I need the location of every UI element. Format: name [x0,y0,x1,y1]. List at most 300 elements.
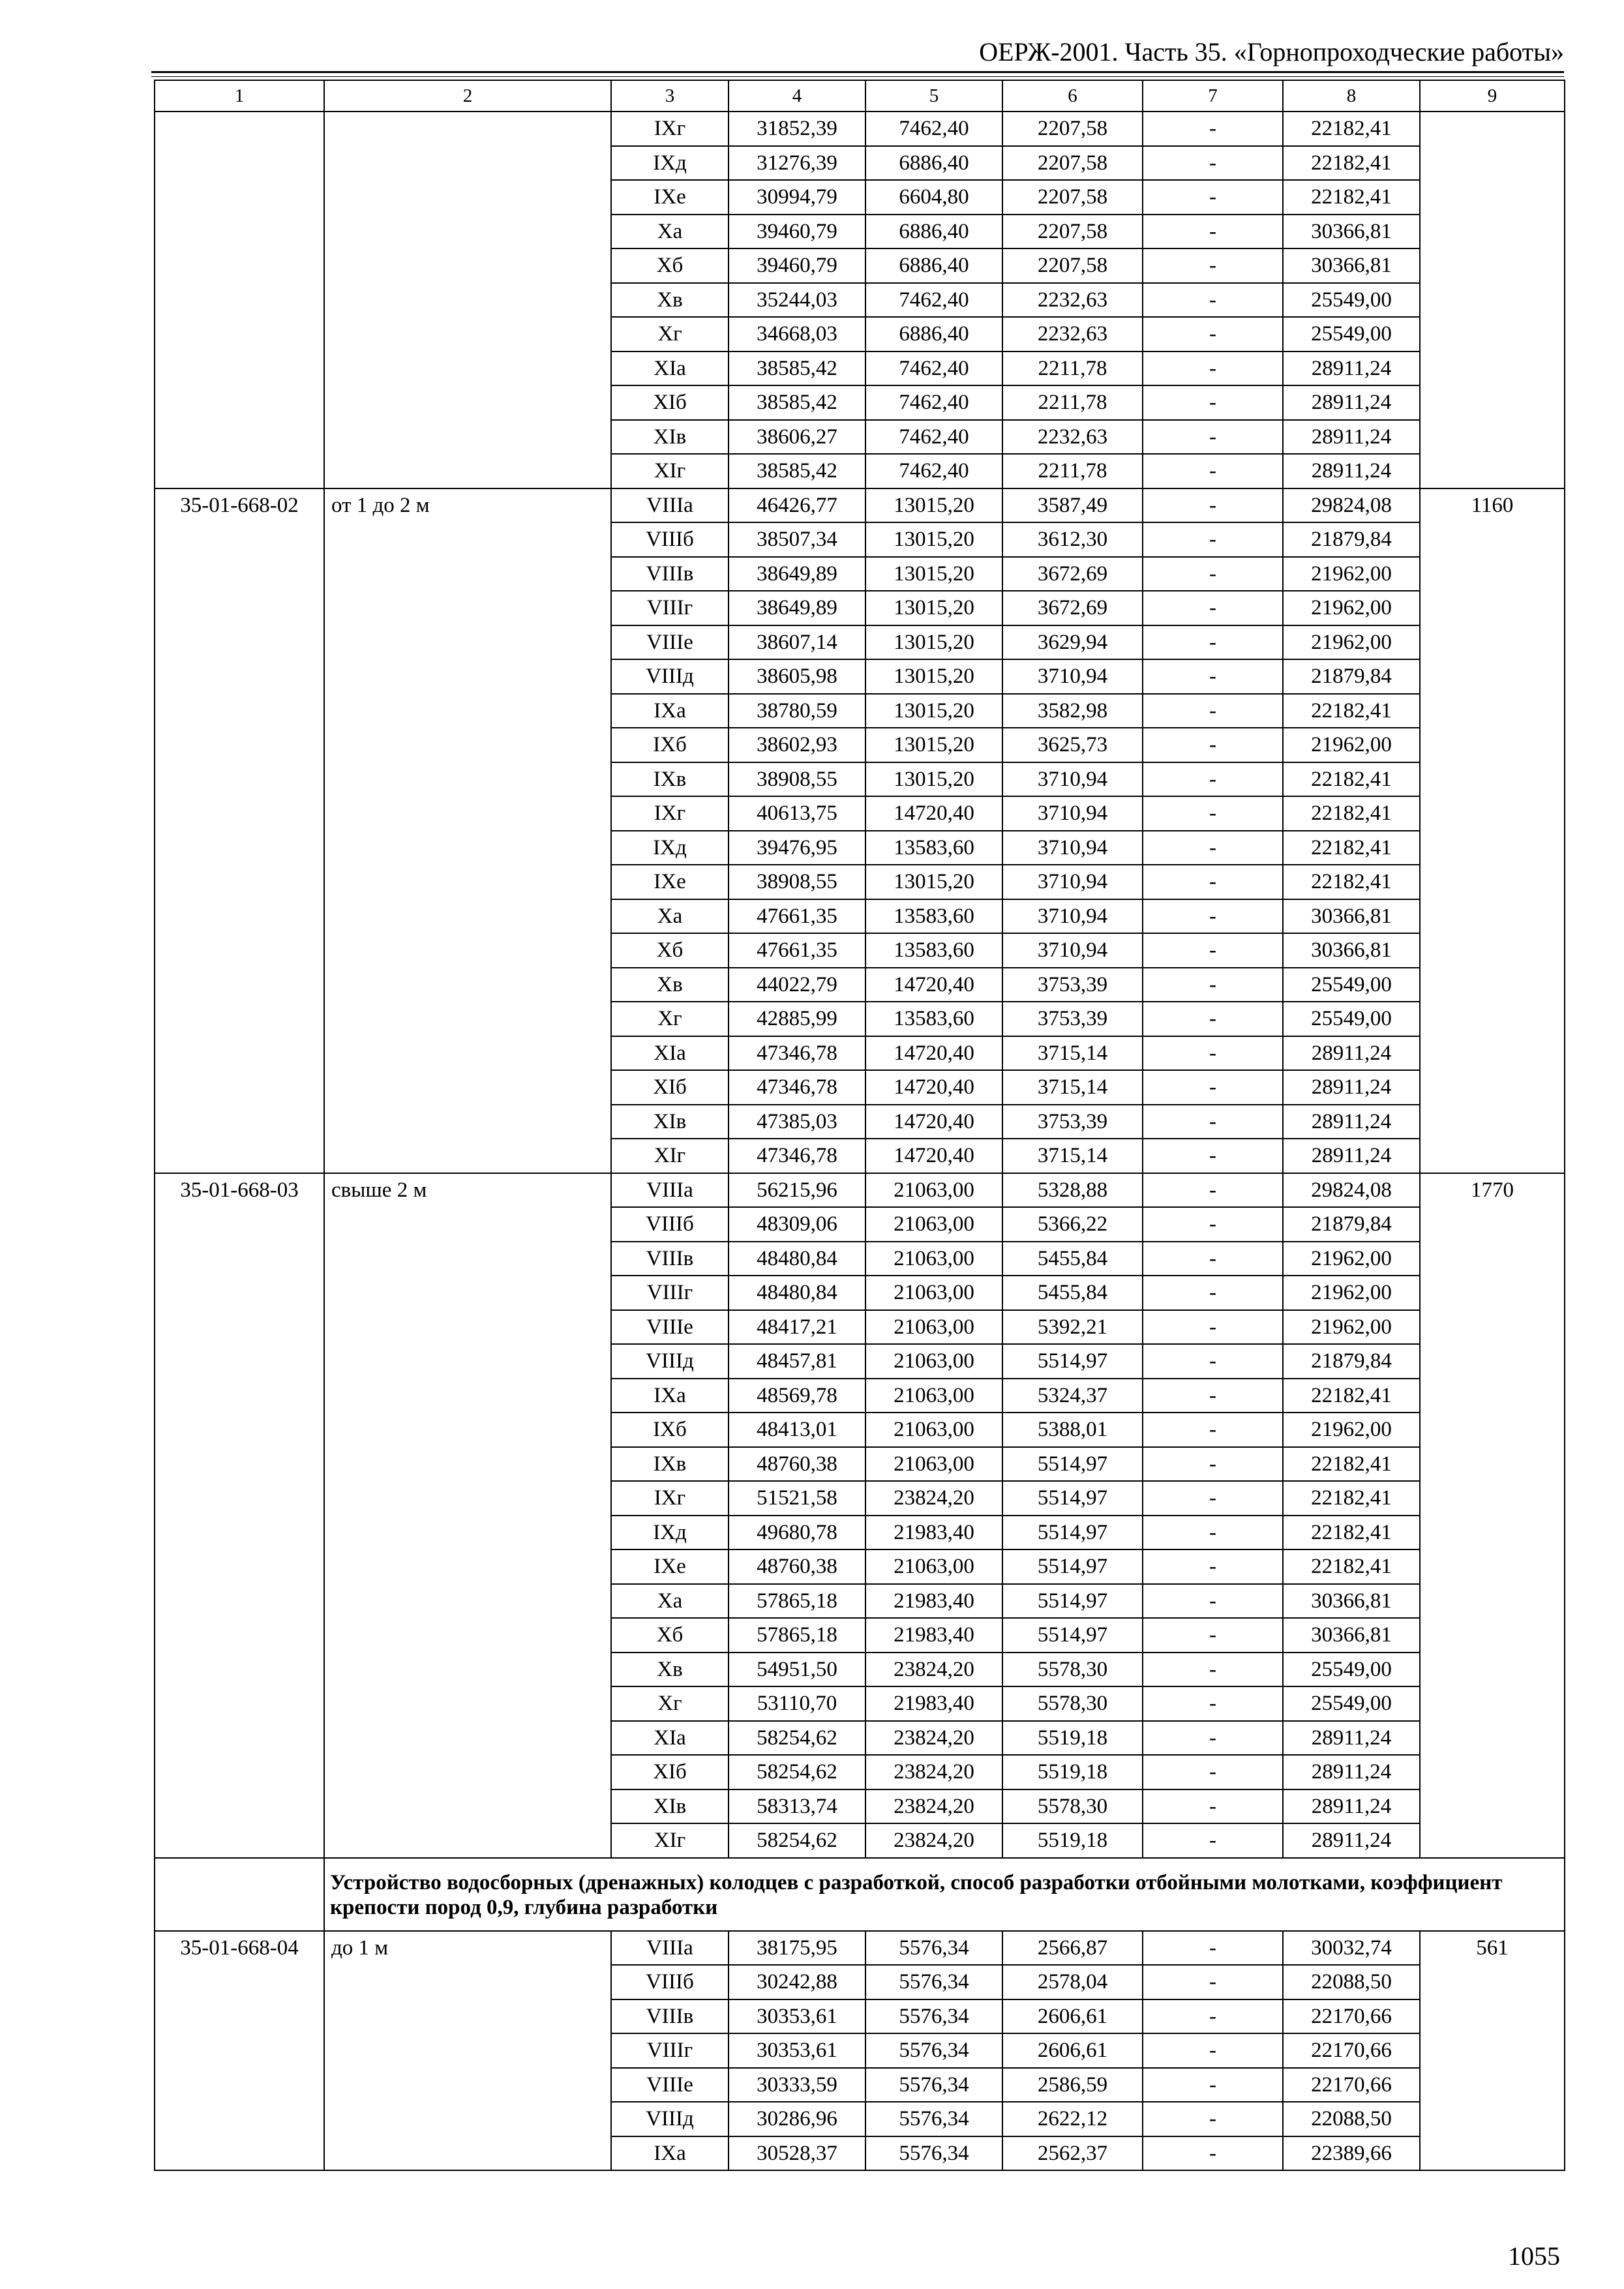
driver-wage-cell: - [1143,1344,1283,1379]
materials-cost-cell: 30366,81 [1283,248,1420,283]
rock-group-cell: Xг [611,1002,729,1036]
rock-group-cell: IXг [611,1481,729,1516]
materials-cost-cell: 22182,41 [1283,694,1420,728]
total-cost-cell: 39476,95 [729,831,865,865]
total-cost-cell: 51521,58 [729,1481,865,1516]
machine-cost-cell: 3710,94 [1002,762,1143,797]
driver-wage-cell: - [1143,1686,1283,1721]
rock-group-cell: VIIIе [611,625,729,660]
machine-cost-cell: 2211,78 [1002,385,1143,420]
work-description-cell: до 1 м [324,1931,611,2171]
total-cost-cell: 48480,84 [729,1276,865,1310]
labor-cost-cell: 21983,40 [865,1516,1002,1550]
rock-group-cell: VIIIа [611,1173,729,1208]
labor-cost-cell: 13015,20 [865,659,1002,694]
machine-cost-cell: 5514,97 [1002,1516,1143,1550]
labor-cost-cell: 6604,80 [865,180,1002,215]
rock-group-cell: VIIIб [611,1965,729,1999]
driver-wage-cell: - [1143,420,1283,455]
driver-wage-cell: - [1143,659,1283,694]
driver-wage-cell: - [1143,2033,1283,2068]
driver-wage-cell: - [1143,557,1283,591]
total-cost-cell: 38507,34 [729,522,865,557]
labor-cost-cell: 5576,34 [865,1931,1002,1966]
driver-wage-cell: - [1143,1276,1283,1310]
rock-group-cell: IXб [611,1413,729,1447]
machine-cost-cell: 5578,30 [1002,1686,1143,1721]
machine-cost-cell: 2232,63 [1002,317,1143,352]
materials-cost-cell: 30366,81 [1283,899,1420,934]
materials-cost-cell: 22182,41 [1283,112,1420,146]
labor-cost-cell: 14720,40 [865,968,1002,1002]
materials-cost-cell: 21962,00 [1283,1276,1420,1310]
driver-wage-cell: - [1143,1070,1283,1105]
materials-cost-cell: 25549,00 [1283,1686,1420,1721]
driver-wage-cell: - [1143,1139,1283,1173]
driver-wage-cell: - [1143,933,1283,968]
labor-cost-cell: 7462,40 [865,112,1002,146]
total-cost-cell: 58254,62 [729,1721,865,1756]
labor-cost-cell: 6886,40 [865,317,1002,352]
total-cost-cell: 40613,75 [729,796,865,831]
rate-code-cell: 35-01-668-04 [155,1931,324,2171]
total-cost-cell: 48413,01 [729,1413,865,1447]
table-row [155,488,1565,523]
rock-group-cell: XIв [611,420,729,455]
driver-wage-cell: - [1143,146,1283,181]
rock-group-cell: VIIIд [611,659,729,694]
machine-cost-cell: 5388,01 [1002,1413,1143,1447]
labor-cost-cell: 21063,00 [865,1447,1002,1482]
machine-cost-cell: 2586,59 [1002,2068,1143,2102]
materials-cost-cell: 25549,00 [1283,968,1420,1002]
total-cost-cell: 58254,62 [729,1823,865,1858]
rate-code-cell [155,112,324,488]
total-cost-cell: 38605,98 [729,659,865,694]
labor-cost-cell: 21063,00 [865,1344,1002,1379]
work-description-cell: от 1 до 2 м [324,488,611,1173]
total-cost-cell: 38602,93 [729,728,865,762]
total-cost-cell: 30286,96 [729,2102,865,2136]
machine-cost-cell: 2606,61 [1002,1999,1143,2034]
labor-cost-cell: 14720,40 [865,1139,1002,1173]
total-cost-cell: 30528,37 [729,2136,865,2171]
driver-wage-cell: - [1143,1447,1283,1482]
total-cost-cell: 47385,03 [729,1105,865,1139]
materials-cost-cell: 22182,41 [1283,1516,1420,1550]
machine-cost-cell: 5324,37 [1002,1379,1143,1413]
driver-wage-cell: - [1143,865,1283,899]
materials-cost-cell: 22182,41 [1283,1379,1420,1413]
rock-group-cell: Xб [611,248,729,283]
driver-wage-cell: - [1143,1207,1283,1242]
rock-group-cell: VIIIг [611,591,729,625]
machine-cost-cell: 2211,78 [1002,454,1143,488]
machine-cost-cell: 3753,39 [1002,968,1143,1002]
total-cost-cell: 34668,03 [729,317,865,352]
rock-group-cell: IXг [611,112,729,146]
labor-cost-cell: 23824,20 [865,1823,1002,1858]
materials-cost-cell: 22182,41 [1283,1481,1420,1516]
column-number-cell: 3 [611,80,729,112]
rock-group-cell: IXа [611,2136,729,2171]
total-cost-cell: 47346,78 [729,1036,865,1071]
driver-wage-cell: - [1143,1173,1283,1208]
labor-cost-cell: 13583,60 [865,933,1002,968]
materials-cost-cell: 21879,84 [1283,1207,1420,1242]
machine-cost-cell: 5578,30 [1002,1653,1143,1687]
driver-wage-cell: - [1143,1931,1283,1966]
driver-wage-cell: - [1143,1036,1283,1071]
rock-group-cell: XIб [611,385,729,420]
labor-cost-cell: 21983,40 [865,1686,1002,1721]
rock-group-cell: XIг [611,1823,729,1858]
labor-cost-cell: 7462,40 [865,454,1002,488]
labor-cost-cell: 21063,00 [865,1310,1002,1345]
rock-group-cell: XIг [611,454,729,488]
materials-cost-cell: 28911,24 [1283,1036,1420,1071]
total-cost-cell: 48309,06 [729,1207,865,1242]
machine-cost-cell: 3587,49 [1002,488,1143,523]
total-cost-cell: 47661,35 [729,899,865,934]
labor-cost-cell: 13015,20 [865,488,1002,523]
machine-cost-cell: 2566,87 [1002,1931,1143,1966]
rates-table [154,80,1565,2171]
materials-cost-cell: 22182,41 [1283,865,1420,899]
rock-group-cell: IXа [611,694,729,728]
labor-cost-cell: 13015,20 [865,625,1002,660]
total-cost-cell: 57865,18 [729,1584,865,1619]
header-rule-thin [151,76,1564,77]
total-cost-cell: 48760,38 [729,1549,865,1584]
driver-wage-cell: - [1143,2136,1283,2171]
total-cost-cell: 47661,35 [729,933,865,968]
labor-cost-cell: 21983,40 [865,1584,1002,1619]
machine-cost-cell: 5514,97 [1002,1584,1143,1619]
machine-cost-cell: 2578,04 [1002,1965,1143,1999]
materials-cost-cell: 28911,24 [1283,1105,1420,1139]
labor-cost-cell: 14720,40 [865,1105,1002,1139]
rock-group-cell: Xв [611,968,729,1002]
header-rule-thick [151,71,1564,73]
total-cost-cell: 38606,27 [729,420,865,455]
driver-wage-cell: - [1143,2102,1283,2136]
total-cost-cell: 38607,14 [729,625,865,660]
labor-cost-cell: 23824,20 [865,1721,1002,1756]
rock-group-cell: VIIIб [611,522,729,557]
column-number-row [155,80,1565,112]
rate-code-cell: 35-01-668-03 [155,1173,324,1858]
rock-group-cell: XIа [611,1721,729,1756]
machine-cost-cell: 5514,97 [1002,1344,1143,1379]
rock-group-cell: IXд [611,146,729,181]
labor-cost-cell: 23824,20 [865,1481,1002,1516]
column-number-cell: 4 [729,80,865,112]
machine-cost-cell: 5455,84 [1002,1276,1143,1310]
driver-wage-cell: - [1143,1379,1283,1413]
materials-cost-cell: 22182,41 [1283,1549,1420,1584]
total-cost-cell: 42885,99 [729,1002,865,1036]
total-cost-cell: 35244,03 [729,283,865,318]
machine-cost-cell: 5328,88 [1002,1173,1143,1208]
materials-cost-cell: 29824,08 [1283,488,1420,523]
machine-cost-cell: 2207,58 [1002,180,1143,215]
rock-group-cell: IXе [611,1549,729,1584]
driver-wage-cell: - [1143,762,1283,797]
rock-group-cell: Xг [611,317,729,352]
total-cost-cell: 30353,61 [729,2033,865,2068]
labor-cost-cell: 23824,20 [865,1755,1002,1789]
materials-cost-cell: 30366,81 [1283,933,1420,968]
rock-group-cell: VIIIв [611,1242,729,1276]
labor-cost-cell: 21983,40 [865,1618,1002,1653]
total-cost-cell: 30242,88 [729,1965,865,1999]
total-cost-cell: 38649,89 [729,557,865,591]
rock-group-cell: Xа [611,899,729,934]
machine-cost-cell: 2622,12 [1002,2102,1143,2136]
driver-wage-cell: - [1143,831,1283,865]
materials-cost-cell: 22170,66 [1283,2033,1420,2068]
driver-wage-cell: - [1143,1516,1283,1550]
labor-cost-cell: 23824,20 [865,1789,1002,1824]
machine-cost-cell: 3715,14 [1002,1070,1143,1105]
driver-wage-cell: - [1143,2068,1283,2102]
machine-cost-cell: 3753,39 [1002,1105,1143,1139]
driver-wage-cell: - [1143,454,1283,488]
driver-wage-cell: - [1143,1755,1283,1789]
total-cost-cell: 48760,38 [729,1447,865,1482]
driver-wage-cell: - [1143,1002,1283,1036]
materials-cost-cell: 28911,24 [1283,385,1420,420]
rock-group-cell: VIIIе [611,2068,729,2102]
rock-group-cell: XIа [611,1036,729,1071]
materials-cost-cell: 21962,00 [1283,557,1420,591]
labor-cost-cell: 6886,40 [865,146,1002,181]
machine-cost-cell: 3582,98 [1002,694,1143,728]
labor-cost-cell: 7462,40 [865,352,1002,386]
driver-wage-cell: - [1143,352,1283,386]
materials-cost-cell: 28911,24 [1283,1823,1420,1858]
rock-group-cell: Xб [611,1618,729,1653]
materials-cost-cell: 28911,24 [1283,1721,1420,1756]
driver-wage-cell: - [1143,215,1283,249]
total-cost-cell: 47346,78 [729,1070,865,1105]
rock-group-cell: IXе [611,180,729,215]
machine-cost-cell: 3715,14 [1002,1139,1143,1173]
total-cost-cell: 38585,42 [729,352,865,386]
total-cost-cell: 54951,50 [729,1653,865,1687]
total-cost-cell: 31852,39 [729,112,865,146]
driver-wage-cell: - [1143,1965,1283,1999]
work-description-cell [324,112,611,488]
machine-cost-cell: 2232,63 [1002,420,1143,455]
driver-wage-cell: - [1143,1999,1283,2034]
materials-cost-cell: 22088,50 [1283,1965,1420,1999]
table-row [155,1173,1565,1208]
rock-group-cell: XIб [611,1070,729,1105]
machine-cost-cell: 3753,39 [1002,1002,1143,1036]
materials-cost-cell: 28911,24 [1283,1789,1420,1824]
materials-cost-cell: 22170,66 [1283,2068,1420,2102]
materials-cost-cell: 22182,41 [1283,180,1420,215]
driver-wage-cell: - [1143,899,1283,934]
materials-cost-cell: 21962,00 [1283,1413,1420,1447]
machine-cost-cell: 5514,97 [1002,1447,1143,1482]
total-cost-cell: 38649,89 [729,591,865,625]
work-description-cell: свыше 2 м [324,1173,611,1858]
machine-cost-cell: 3629,94 [1002,625,1143,660]
driver-wage-cell: - [1143,1721,1283,1756]
total-cost-cell: 46426,77 [729,488,865,523]
driver-wage-cell: - [1143,694,1283,728]
rock-group-cell: VIIIг [611,2033,729,2068]
rock-group-cell: XIа [611,352,729,386]
column-number-cell: 2 [324,80,611,112]
rock-group-cell: VIIIа [611,1931,729,1966]
labor-hours-cell: 1160 [1420,488,1565,1173]
table-body [155,80,1565,2170]
machine-cost-cell: 5366,22 [1002,1207,1143,1242]
materials-cost-cell: 25549,00 [1283,283,1420,318]
rock-group-cell: VIIIг [611,1276,729,1310]
rock-group-cell: XIв [611,1105,729,1139]
rock-group-cell: IXб [611,728,729,762]
section-title: Устройство водосборных (дренажных) колодцев с разработкой, способ разработки отбойными молотками, коэффициент крепости пород 0,9, глубина разработки [324,1858,1565,1931]
materials-cost-cell: 30366,81 [1283,1584,1420,1619]
driver-wage-cell: - [1143,1242,1283,1276]
materials-cost-cell: 30366,81 [1283,1618,1420,1653]
labor-cost-cell: 21063,00 [865,1549,1002,1584]
labor-cost-cell: 21063,00 [865,1173,1002,1208]
machine-cost-cell: 5578,30 [1002,1789,1143,1824]
rock-group-cell: VIIIа [611,488,729,523]
labor-cost-cell: 5576,34 [865,2068,1002,2102]
machine-cost-cell: 2606,61 [1002,2033,1143,2068]
labor-cost-cell: 23824,20 [865,1653,1002,1687]
materials-cost-cell: 21879,84 [1283,659,1420,694]
labor-cost-cell: 13583,60 [865,1002,1002,1036]
column-number-cell: 8 [1283,80,1420,112]
materials-cost-cell: 21879,84 [1283,522,1420,557]
rock-group-cell: XIб [611,1755,729,1789]
materials-cost-cell: 21962,00 [1283,1242,1420,1276]
rock-group-cell: VIIIд [611,2102,729,2136]
driver-wage-cell: - [1143,112,1283,146]
labor-cost-cell: 14720,40 [865,796,1002,831]
machine-cost-cell: 5514,97 [1002,1481,1143,1516]
total-cost-cell: 56215,96 [729,1173,865,1208]
rock-group-cell: XIв [611,1789,729,1824]
machine-cost-cell: 2207,58 [1002,146,1143,181]
driver-wage-cell: - [1143,1481,1283,1516]
total-cost-cell: 47346,78 [729,1139,865,1173]
driver-wage-cell: - [1143,1653,1283,1687]
rock-group-cell: VIIIб [611,1207,729,1242]
labor-cost-cell: 13015,20 [865,522,1002,557]
driver-wage-cell: - [1143,1618,1283,1653]
machine-cost-cell: 5519,18 [1002,1721,1143,1756]
materials-cost-cell: 21962,00 [1283,591,1420,625]
rock-group-cell: Xг [611,1686,729,1721]
rock-group-cell: VIIIв [611,557,729,591]
labor-cost-cell: 13015,20 [865,557,1002,591]
materials-cost-cell: 30366,81 [1283,215,1420,249]
rock-group-cell: Xв [611,1653,729,1687]
total-cost-cell: 49680,78 [729,1516,865,1550]
machine-cost-cell: 3710,94 [1002,933,1143,968]
materials-cost-cell: 22182,41 [1283,796,1420,831]
materials-cost-cell: 21962,00 [1283,728,1420,762]
driver-wage-cell: - [1143,1823,1283,1858]
machine-cost-cell: 2207,58 [1002,112,1143,146]
driver-wage-cell: - [1143,317,1283,352]
driver-wage-cell: - [1143,522,1283,557]
total-cost-cell: 44022,79 [729,968,865,1002]
rock-group-cell: Xв [611,283,729,318]
labor-cost-cell: 21063,00 [865,1207,1002,1242]
total-cost-cell: 57865,18 [729,1618,865,1653]
materials-cost-cell: 28911,24 [1283,454,1420,488]
section-heading-row [155,1858,1565,1931]
total-cost-cell: 39460,79 [729,248,865,283]
labor-cost-cell: 21063,00 [865,1413,1002,1447]
machine-cost-cell: 3672,69 [1002,591,1143,625]
rock-group-cell: IXа [611,1379,729,1413]
materials-cost-cell: 21962,00 [1283,1310,1420,1345]
materials-cost-cell: 22170,66 [1283,1999,1420,2034]
table-row [155,112,1565,146]
materials-cost-cell: 28911,24 [1283,420,1420,455]
machine-cost-cell: 5519,18 [1002,1823,1143,1858]
materials-cost-cell: 28911,24 [1283,352,1420,386]
rock-group-cell: Xб [611,933,729,968]
rock-group-cell: IXд [611,1516,729,1550]
rate-code-cell: 35-01-668-02 [155,488,324,1173]
rock-group-cell: VIIIд [611,1344,729,1379]
page-number: 1055 [1508,2241,1560,2271]
labor-cost-cell: 7462,40 [865,420,1002,455]
materials-cost-cell: 30032,74 [1283,1931,1420,1966]
materials-cost-cell: 25549,00 [1283,1002,1420,1036]
materials-cost-cell: 21962,00 [1283,625,1420,660]
total-cost-cell: 30353,61 [729,1999,865,2034]
table-row [155,1931,1565,1966]
driver-wage-cell: - [1143,796,1283,831]
machine-cost-cell: 3612,30 [1002,522,1143,557]
column-number-cell: 5 [865,80,1002,112]
labor-cost-cell: 5576,34 [865,2102,1002,2136]
driver-wage-cell: - [1143,1584,1283,1619]
labor-cost-cell: 14720,40 [865,1036,1002,1071]
column-number-cell: 9 [1420,80,1565,112]
rock-group-cell: Xа [611,215,729,249]
driver-wage-cell: - [1143,1310,1283,1345]
materials-cost-cell: 22182,41 [1283,831,1420,865]
driver-wage-cell: - [1143,1549,1283,1584]
driver-wage-cell: - [1143,488,1283,523]
materials-cost-cell: 29824,08 [1283,1173,1420,1208]
rock-group-cell: IXв [611,762,729,797]
page-header-title: ОЕРЖ-2001. Часть 35. «Горнопроходческие работы» [979,37,1564,67]
materials-cost-cell: 28911,24 [1283,1755,1420,1789]
materials-cost-cell: 28911,24 [1283,1139,1420,1173]
driver-wage-cell: - [1143,1789,1283,1824]
materials-cost-cell: 28911,24 [1283,1070,1420,1105]
driver-wage-cell: - [1143,385,1283,420]
labor-cost-cell: 13015,20 [865,728,1002,762]
driver-wage-cell: - [1143,591,1283,625]
labor-hours-cell: 561 [1420,1931,1565,2171]
